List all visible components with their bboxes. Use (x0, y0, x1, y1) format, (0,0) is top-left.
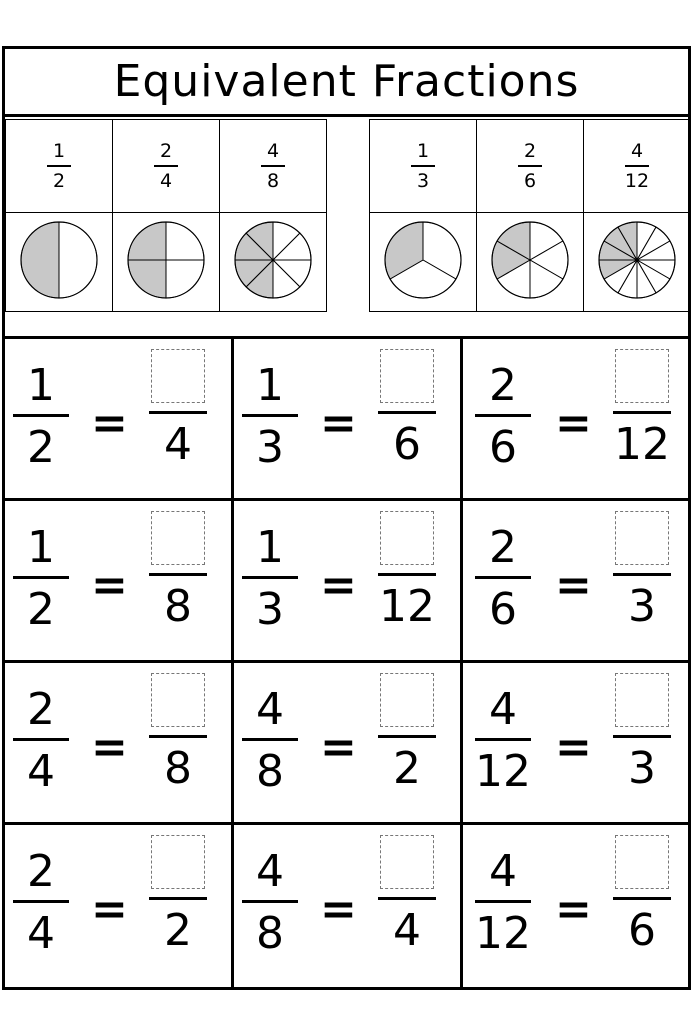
given-fraction (242, 361, 298, 473)
fraction-bar (613, 897, 671, 900)
given-denominator: 4 (27, 746, 55, 797)
given-denominator: 2 (27, 422, 55, 473)
ref-denominator: 6 (523, 169, 537, 192)
given-numerator: 2 (27, 846, 55, 897)
ref-fraction-cell (477, 120, 584, 213)
answer-numerator-box[interactable] (151, 511, 205, 565)
ref-fraction (154, 140, 178, 192)
ref-pie-cell (220, 213, 327, 312)
equals-sign: = (555, 398, 592, 449)
fraction-circle (488, 218, 572, 302)
answer-denominator: 12 (379, 581, 435, 632)
answer-fraction (378, 673, 436, 794)
given-fraction (13, 361, 69, 473)
problem-cell (234, 501, 463, 663)
equals-sign: = (91, 884, 128, 935)
fraction-bar (149, 573, 207, 576)
problem-cell (234, 663, 463, 825)
ref-denominator: 8 (266, 169, 280, 192)
given-fraction (475, 685, 531, 797)
fraction-bar (242, 576, 298, 579)
given-fraction (13, 847, 69, 959)
answer-fraction (149, 673, 207, 794)
answer-numerator-box[interactable] (380, 673, 434, 727)
problem-cell (5, 825, 234, 987)
given-numerator: 4 (256, 684, 284, 735)
fraction-bar (613, 573, 671, 576)
fraction-bar (149, 897, 207, 900)
fraction-bar (13, 900, 69, 903)
worksheet-title: Equivalent Fractions (5, 49, 688, 117)
problem-cell (234, 825, 463, 987)
answer-denominator: 2 (164, 905, 192, 956)
fraction-bar (13, 738, 69, 741)
ref-denominator: 4 (159, 169, 173, 192)
fraction-bar (378, 573, 436, 576)
ref-fraction-cell (370, 120, 477, 213)
ref-pie-cell (113, 213, 220, 312)
problem-cell (5, 501, 234, 663)
problem-grid (5, 339, 688, 987)
answer-fraction (378, 835, 436, 956)
given-fraction (242, 523, 298, 635)
answer-fraction (613, 673, 671, 794)
given-denominator: 3 (256, 422, 284, 473)
section-divider (5, 317, 688, 339)
unshaded-slice (59, 222, 97, 298)
answer-denominator: 8 (164, 581, 192, 632)
problem-cell (234, 339, 463, 501)
equals-sign: = (320, 722, 357, 773)
given-fraction (13, 685, 69, 797)
given-fraction (475, 523, 531, 635)
answer-numerator-box[interactable] (380, 511, 434, 565)
given-fraction (475, 847, 531, 959)
answer-fraction (613, 511, 671, 632)
answer-numerator-box[interactable] (380, 349, 434, 403)
given-numerator: 1 (256, 522, 284, 573)
answer-denominator: 6 (628, 905, 656, 956)
ref-numerator: 4 (266, 140, 280, 163)
answer-denominator: 12 (614, 419, 670, 470)
ref-fraction-cell (220, 120, 327, 213)
given-denominator: 8 (256, 746, 284, 797)
answer-fraction (149, 349, 207, 470)
fraction-bar (625, 165, 649, 167)
equals-sign: = (91, 398, 128, 449)
fraction-bar (13, 414, 69, 417)
answer-fraction (613, 835, 671, 956)
fraction-bar (411, 165, 435, 167)
reference-table-halves (5, 119, 327, 312)
fraction-bar (378, 735, 436, 738)
problem-cell (5, 663, 234, 825)
fraction-bar (475, 576, 531, 579)
answer-fraction (613, 349, 671, 470)
answer-denominator: 3 (628, 581, 656, 632)
answer-fraction (149, 835, 207, 956)
given-fraction (13, 523, 69, 635)
equals-sign: = (320, 560, 357, 611)
fraction-bar (261, 165, 285, 167)
answer-denominator: 6 (393, 419, 421, 470)
fraction-bar (47, 165, 71, 167)
given-denominator: 6 (489, 584, 517, 635)
fraction-bar (378, 897, 436, 900)
given-denominator: 8 (256, 908, 284, 959)
answer-fraction (149, 511, 207, 632)
ref-pie-cell (477, 213, 584, 312)
worksheet (2, 46, 691, 990)
equals-sign: = (91, 722, 128, 773)
given-fraction (242, 847, 298, 959)
reference-table-thirds (369, 119, 691, 312)
fraction-bar (242, 414, 298, 417)
ref-fraction-cell (584, 120, 691, 213)
answer-numerator-box[interactable] (615, 349, 669, 403)
given-numerator: 2 (489, 522, 517, 573)
answer-denominator: 4 (164, 419, 192, 470)
answer-numerator-box[interactable] (151, 673, 205, 727)
ref-denominator: 12 (624, 169, 650, 192)
equals-sign: = (555, 722, 592, 773)
ref-pie-cell (584, 213, 691, 312)
ref-denominator: 3 (416, 169, 430, 192)
given-numerator: 4 (489, 846, 517, 897)
ref-fraction (261, 140, 285, 192)
ref-fraction (411, 140, 435, 192)
problem-cell (463, 339, 688, 501)
given-denominator: 12 (475, 908, 531, 959)
equals-sign: = (555, 884, 592, 935)
fraction-bar (475, 414, 531, 417)
ref-numerator: 1 (52, 140, 66, 163)
given-numerator: 1 (27, 360, 55, 411)
fraction-bar (13, 576, 69, 579)
fraction-circle (124, 218, 208, 302)
answer-denominator: 3 (628, 743, 656, 794)
problem-cell (463, 825, 688, 987)
equals-sign: = (320, 884, 357, 935)
ref-fraction-cell (6, 120, 113, 213)
fraction-bar (475, 900, 531, 903)
equals-sign: = (91, 560, 128, 611)
given-numerator: 1 (27, 522, 55, 573)
problem-cell (463, 663, 688, 825)
given-fraction (242, 685, 298, 797)
ref-pie-cell (6, 213, 113, 312)
fraction-bar (613, 411, 671, 414)
given-denominator: 12 (475, 746, 531, 797)
fraction-bar (149, 735, 207, 738)
answer-numerator-box[interactable] (615, 511, 669, 565)
given-denominator: 6 (489, 422, 517, 473)
given-numerator: 4 (489, 684, 517, 735)
ref-pie-cell (370, 213, 477, 312)
answer-numerator-box[interactable] (615, 835, 669, 889)
problem-cell (5, 339, 234, 501)
given-fraction (475, 361, 531, 473)
answer-numerator-box[interactable] (151, 349, 205, 403)
ref-numerator: 2 (159, 140, 173, 163)
given-denominator: 4 (27, 908, 55, 959)
answer-numerator-box[interactable] (615, 673, 669, 727)
given-denominator: 2 (27, 584, 55, 635)
fraction-bar (613, 735, 671, 738)
answer-numerator-box[interactable] (151, 835, 205, 889)
ref-fraction-cell (113, 120, 220, 213)
ref-fraction (518, 140, 542, 192)
given-numerator: 1 (256, 360, 284, 411)
given-numerator: 2 (489, 360, 517, 411)
problem-cell (463, 501, 688, 663)
fraction-bar (149, 411, 207, 414)
answer-denominator: 2 (393, 743, 421, 794)
fraction-bar (378, 411, 436, 414)
given-numerator: 4 (256, 846, 284, 897)
ref-denominator: 2 (52, 169, 66, 192)
given-numerator: 2 (27, 684, 55, 735)
fraction-bar (518, 165, 542, 167)
fraction-bar (475, 738, 531, 741)
fraction-bar (154, 165, 178, 167)
answer-fraction (378, 511, 436, 632)
fraction-circle (595, 218, 679, 302)
fraction-circle (381, 218, 465, 302)
given-denominator: 3 (256, 584, 284, 635)
ref-fraction (625, 140, 649, 192)
answer-denominator: 8 (164, 743, 192, 794)
equals-sign: = (555, 560, 592, 611)
fraction-bar (242, 738, 298, 741)
fraction-circle (17, 218, 101, 302)
shaded-slice (21, 222, 59, 298)
answer-fraction (378, 349, 436, 470)
ref-numerator: 4 (630, 140, 644, 163)
ref-numerator: 2 (523, 140, 537, 163)
fraction-circle (231, 218, 315, 302)
ref-numerator: 1 (416, 140, 430, 163)
answer-numerator-box[interactable] (380, 835, 434, 889)
ref-fraction (47, 140, 71, 192)
fraction-bar (242, 900, 298, 903)
equals-sign: = (320, 398, 357, 449)
answer-denominator: 4 (393, 905, 421, 956)
